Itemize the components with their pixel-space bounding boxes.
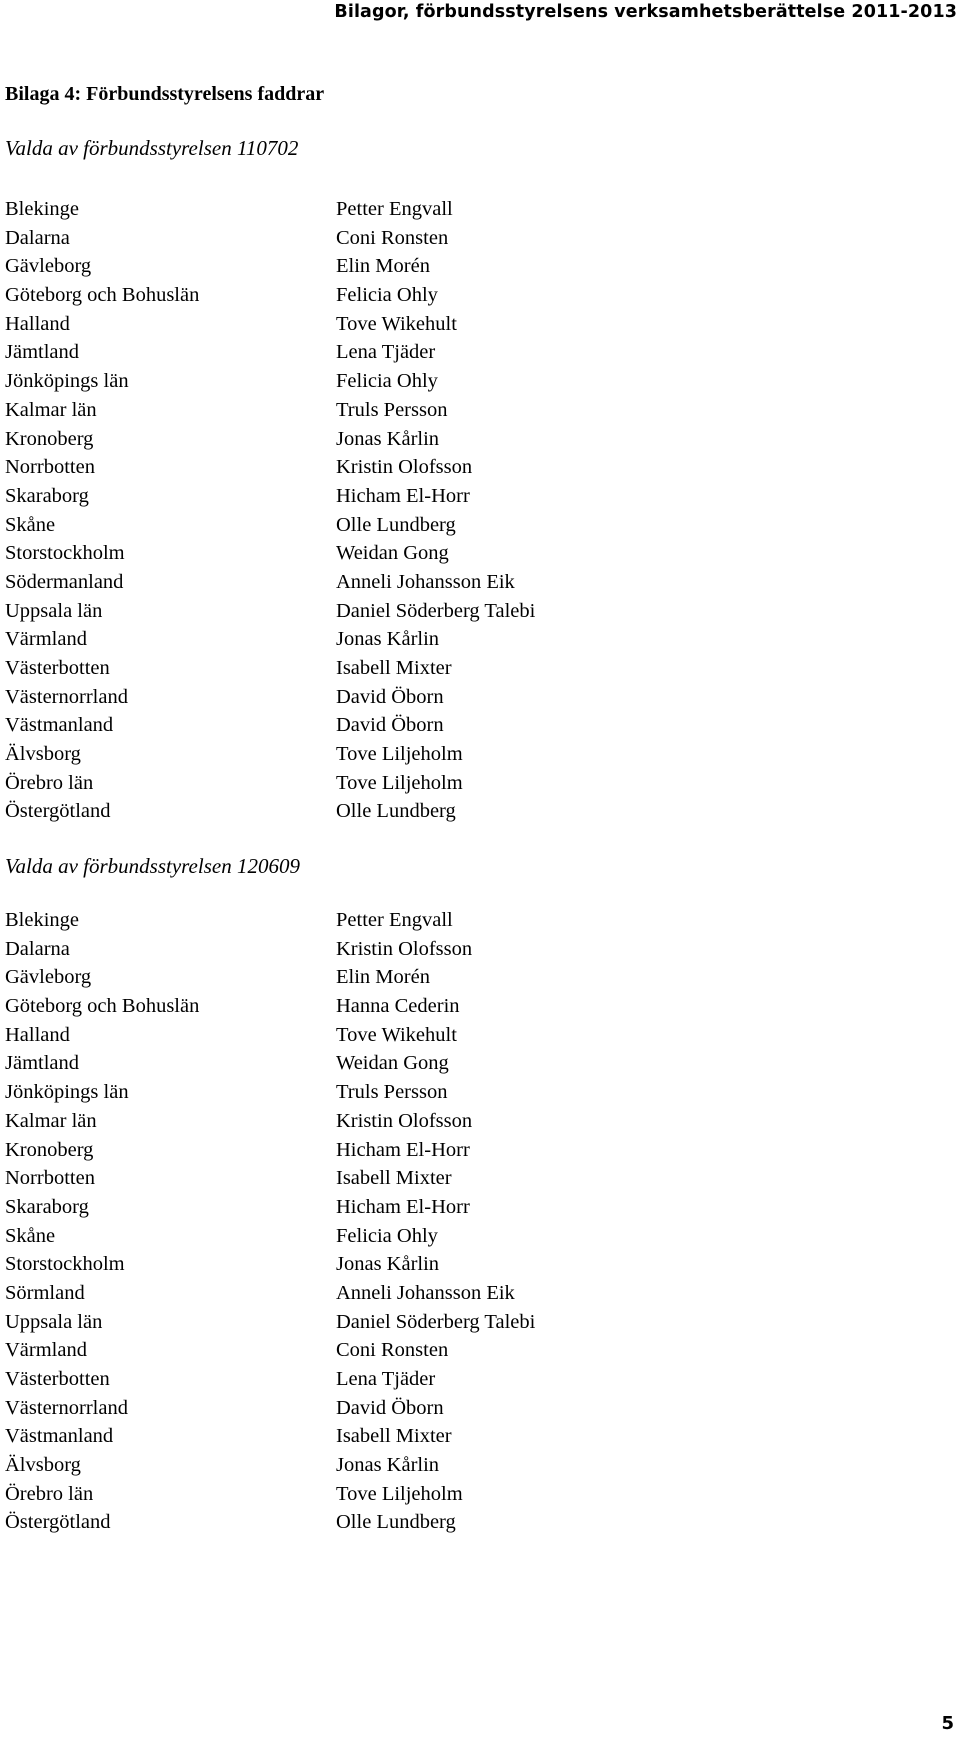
region-name: Göteborg och Bohuslän bbox=[5, 284, 200, 307]
region-name: Jämtland bbox=[5, 1052, 80, 1075]
assignment-row bbox=[5, 1021, 960, 1050]
assignment-row bbox=[5, 568, 960, 597]
sponsor-name: Tove Liljeholm bbox=[336, 771, 463, 794]
sponsor-name: Olle Lundberg bbox=[336, 513, 456, 536]
assignment-row bbox=[5, 396, 960, 425]
region-name: Dalarna bbox=[5, 937, 70, 960]
assignment-row bbox=[5, 453, 960, 482]
assignment-row bbox=[5, 597, 960, 626]
region-name: Jämtland bbox=[5, 341, 80, 364]
assignment-row bbox=[5, 654, 960, 683]
sponsor-name: Isabell Mixter bbox=[336, 1425, 452, 1448]
assignment-row bbox=[5, 906, 960, 935]
assignment-row bbox=[5, 625, 960, 654]
assignment-row bbox=[5, 1164, 960, 1193]
assignment-row bbox=[5, 683, 960, 712]
assignment-row bbox=[5, 963, 960, 992]
assignment-row bbox=[5, 539, 960, 568]
sponsor-name: David Öborn bbox=[336, 714, 444, 737]
region-name: Västerbotten bbox=[5, 1368, 110, 1390]
region-name: Storstockholm bbox=[5, 1253, 125, 1276]
sponsor-name: Lena Tjäder bbox=[336, 1368, 436, 1390]
sponsor-name: Coni Ronsten bbox=[336, 226, 449, 249]
region-name: Skåne bbox=[5, 1224, 56, 1247]
section-heading-120609: Valda av förbundsstyrelsen 120609 bbox=[5, 854, 300, 878]
assignment-row bbox=[5, 740, 960, 769]
region-name: Uppsala län bbox=[5, 1310, 103, 1333]
region-name: Dalarna bbox=[5, 226, 70, 249]
assignment-row bbox=[5, 310, 960, 339]
region-name: Norrbotten bbox=[5, 1167, 95, 1190]
sponsor-name: David Öborn bbox=[336, 685, 444, 708]
sponsor-name: Felicia Ohly bbox=[336, 284, 438, 307]
assignment-row bbox=[5, 1422, 960, 1451]
sponsor-name: Tove Liljeholm bbox=[336, 1482, 463, 1505]
assignment-row bbox=[5, 1365, 960, 1394]
region-name: Västmanland bbox=[5, 714, 114, 737]
assignment-row bbox=[5, 1250, 960, 1279]
assignment-row bbox=[5, 1078, 960, 1107]
sponsor-name: Tove Wikehult bbox=[336, 1023, 457, 1046]
region-name: Jönköpings län bbox=[5, 370, 129, 393]
section-heading-110702: Valda av förbundsstyrelsen 110702 bbox=[5, 136, 299, 160]
assignment-row bbox=[5, 367, 960, 396]
sponsor-name: Elin Morén bbox=[336, 255, 430, 278]
assignment-row bbox=[5, 338, 960, 367]
region-name: Jönköpings län bbox=[5, 1081, 129, 1104]
sponsor-name: Truls Persson bbox=[336, 1081, 448, 1104]
region-name: Älvsborg bbox=[5, 743, 81, 766]
region-name: Gävleborg bbox=[5, 966, 92, 989]
region-name: Skåne bbox=[5, 513, 56, 536]
sponsor-name: Kristin Olofsson bbox=[336, 937, 473, 960]
assignment-row bbox=[5, 1136, 960, 1165]
assignment-row bbox=[5, 511, 960, 540]
region-name: Blekinge bbox=[5, 909, 80, 931]
region-name: Kalmar län bbox=[5, 1109, 97, 1132]
sponsor-name: Weidan Gong bbox=[336, 1052, 449, 1075]
region-name: Värmland bbox=[5, 1339, 87, 1362]
sponsor-name: Jonas Kårlin bbox=[336, 628, 440, 651]
region-name: Blekinge bbox=[5, 198, 80, 220]
sponsor-name: Olle Lundberg bbox=[336, 1511, 456, 1534]
assignment-row bbox=[5, 425, 960, 454]
region-name: Gävleborg bbox=[5, 255, 92, 278]
sponsor-name: Felicia Ohly bbox=[336, 1224, 438, 1247]
running-header: Bilagor, förbundsstyrelsens verksamhetsberättelse 2011-2013 bbox=[334, 2, 957, 22]
region-name: Västerbotten bbox=[5, 657, 110, 679]
sponsor-name: Kristin Olofsson bbox=[336, 456, 473, 479]
sponsor-name: Petter Engvall bbox=[336, 909, 453, 931]
assignment-row bbox=[5, 992, 960, 1021]
region-name: Södermanland bbox=[5, 570, 124, 593]
region-name: Örebro län bbox=[5, 1482, 94, 1505]
sponsor-name: Daniel Söderberg Talebi bbox=[336, 1310, 536, 1333]
region-name: Västernorrland bbox=[5, 685, 128, 708]
region-name: Kronoberg bbox=[5, 427, 94, 450]
sponsor-name: Hanna Cederin bbox=[336, 995, 460, 1018]
assignment-row bbox=[5, 1193, 960, 1222]
assignment-row bbox=[5, 1279, 960, 1308]
sponsor-name: Elin Morén bbox=[336, 966, 430, 989]
assignment-row bbox=[5, 1107, 960, 1136]
assignment-row bbox=[5, 769, 960, 798]
sponsor-name: Felicia Ohly bbox=[336, 370, 438, 393]
region-name: Västmanland bbox=[5, 1425, 114, 1448]
assignment-row bbox=[5, 482, 960, 511]
sponsor-name: David Öborn bbox=[336, 1396, 444, 1419]
sponsor-name: Daniel Söderberg Talebi bbox=[336, 599, 536, 622]
region-name: Halland bbox=[5, 1023, 70, 1046]
assignment-row bbox=[5, 224, 960, 253]
sponsor-name: Weidan Gong bbox=[336, 542, 449, 565]
assignment-row bbox=[5, 797, 960, 826]
sponsor-name: Isabell Mixter bbox=[336, 657, 452, 679]
assignment-row bbox=[5, 1480, 960, 1509]
page-title: Bilaga 4: Förbundsstyrelsens faddrar bbox=[5, 83, 325, 105]
region-name: Östergötland bbox=[5, 1511, 111, 1534]
region-name: Norrbotten bbox=[5, 456, 95, 479]
region-name: Kronoberg bbox=[5, 1138, 94, 1161]
assignment-row bbox=[5, 1222, 960, 1251]
sponsor-name: Jonas Kårlin bbox=[336, 1454, 440, 1477]
assignment-row bbox=[5, 195, 960, 224]
assignment-row bbox=[5, 1336, 960, 1365]
assignment-row bbox=[5, 1394, 960, 1423]
sponsor-name: Jonas Kårlin bbox=[336, 1253, 440, 1276]
sponsor-name: Olle Lundberg bbox=[336, 800, 456, 823]
assignment-row bbox=[5, 935, 960, 964]
assignment-row bbox=[5, 252, 960, 281]
page-number: 5 bbox=[941, 1713, 954, 1734]
sponsor-name: Isabell Mixter bbox=[336, 1167, 452, 1190]
assignment-row bbox=[5, 1508, 960, 1537]
region-name: Västernorrland bbox=[5, 1396, 128, 1419]
sponsor-name: Petter Engvall bbox=[336, 198, 453, 220]
region-name: Östergötland bbox=[5, 800, 111, 823]
region-name: Värmland bbox=[5, 628, 87, 651]
region-name: Halland bbox=[5, 312, 70, 335]
assignment-row bbox=[5, 1049, 960, 1078]
region-name: Älvsborg bbox=[5, 1454, 81, 1477]
sponsor-name: Hicham El-Horr bbox=[336, 1195, 470, 1218]
region-name: Sörmland bbox=[5, 1281, 85, 1304]
sponsor-name: Jonas Kårlin bbox=[336, 427, 440, 450]
region-name: Göteborg och Bohuslän bbox=[5, 995, 200, 1018]
assignment-row bbox=[5, 1451, 960, 1480]
sponsor-name: Coni Ronsten bbox=[336, 1339, 449, 1362]
sponsor-name: Kristin Olofsson bbox=[336, 1109, 473, 1132]
sponsor-name: Hicham El-Horr bbox=[336, 1138, 470, 1161]
region-name: Kalmar län bbox=[5, 398, 97, 421]
region-name: Uppsala län bbox=[5, 599, 103, 622]
assignment-list-110702 bbox=[5, 195, 960, 826]
assignment-row bbox=[5, 711, 960, 740]
assignment-row bbox=[5, 1308, 960, 1337]
assignment-row bbox=[5, 281, 960, 310]
sponsor-name: Anneli Johansson Eik bbox=[336, 1281, 515, 1304]
sponsor-name: Tove Liljeholm bbox=[336, 743, 463, 766]
region-name: Skaraborg bbox=[5, 484, 89, 507]
sponsor-name: Lena Tjäder bbox=[336, 341, 436, 364]
sponsor-name: Anneli Johansson Eik bbox=[336, 570, 515, 593]
region-name: Storstockholm bbox=[5, 542, 125, 565]
sponsor-name: Hicham El-Horr bbox=[336, 484, 470, 507]
sponsor-name: Tove Wikehult bbox=[336, 312, 457, 335]
region-name: Örebro län bbox=[5, 771, 94, 794]
region-name: Skaraborg bbox=[5, 1195, 89, 1218]
sponsor-name: Truls Persson bbox=[336, 398, 448, 421]
assignment-list-120609 bbox=[5, 906, 960, 1537]
